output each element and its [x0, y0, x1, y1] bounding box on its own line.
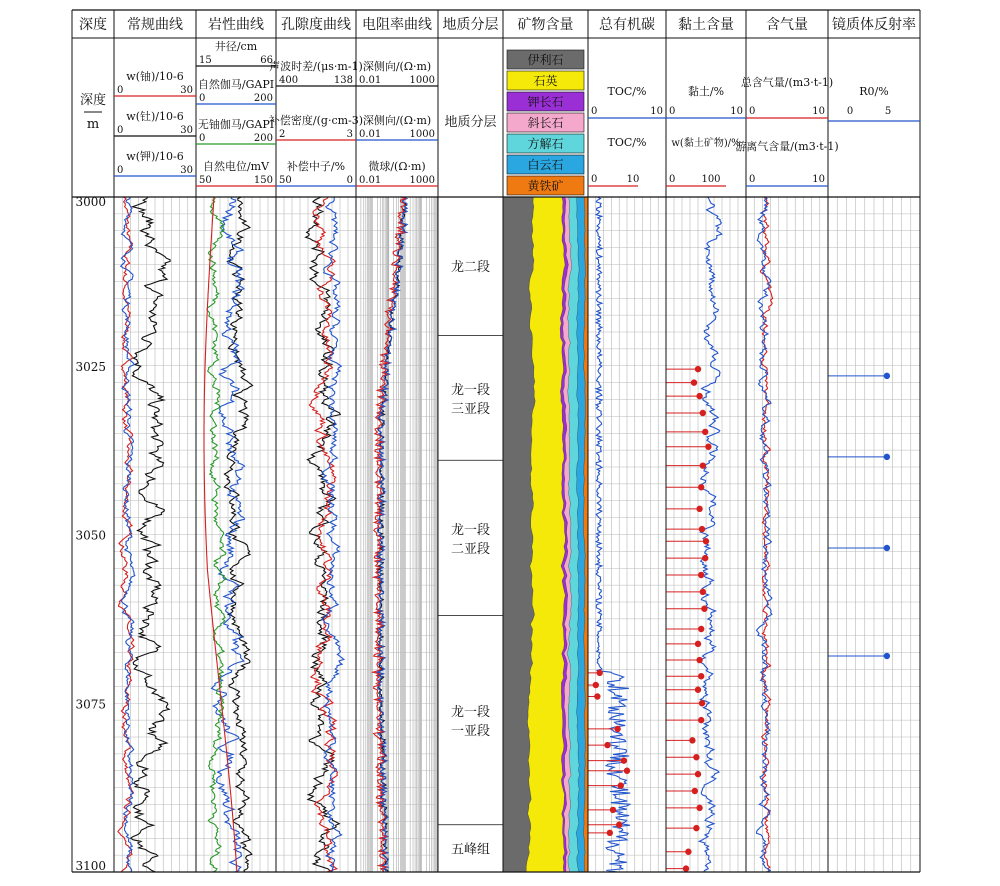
clay-core-point [702, 429, 708, 435]
mineral-legend-label: 石英 [533, 74, 558, 88]
column-header: 孔隙度曲线 [281, 17, 351, 33]
toc-header-max: 10 [650, 106, 663, 117]
curve-header-max: 200 [253, 93, 273, 104]
clay-header-min: 0 [669, 106, 676, 117]
toc-header-min: 0 [591, 106, 598, 117]
curve-header-min: 0.01 [359, 175, 382, 186]
clay-core-point [700, 462, 706, 468]
curve-header-name: 深侧向/(Ω·m) [362, 114, 432, 127]
strata-label: 五峰组 [450, 842, 491, 858]
clay-core-point [699, 526, 705, 532]
curve-header-name: w(钍)/10-6 [126, 110, 184, 123]
clay-core-point [693, 754, 699, 760]
curve-header-min: 400 [279, 75, 299, 86]
gas-header2-max: 10 [812, 174, 825, 185]
column-header: 地质分层 [442, 17, 499, 33]
curve-header-max: 30 [180, 125, 193, 136]
ro-header-name: R0/% [859, 85, 889, 98]
clay-core-point [700, 410, 706, 416]
mineral-legend-label: 斜长石 [527, 116, 564, 130]
curve-header-name: w(钾)/10-6 [126, 150, 184, 163]
curve-header-max: 1000 [409, 175, 435, 186]
column-header: 黏土含量 [678, 17, 734, 33]
curve-header-max: 200 [253, 133, 273, 144]
depth-tick-label: 3075 [75, 697, 106, 712]
toc-core-point [610, 807, 616, 813]
curve-header-name: 井径/cm [214, 40, 258, 53]
column-header: 含气量 [766, 17, 808, 33]
ro-point [884, 545, 890, 551]
strata-label: 一亚段 [450, 724, 491, 740]
clay-core-point [695, 771, 701, 777]
ro-point [884, 373, 890, 379]
toc-core-point [604, 742, 610, 748]
curve-header-min: 50 [199, 175, 212, 186]
curve-header-min: 0 [199, 93, 206, 104]
depth-tick-label: 3050 [75, 528, 106, 543]
column-header: 镜质体反射率 [832, 17, 916, 33]
curve-header-max: 1000 [409, 75, 435, 86]
curve-header-max: 138 [333, 75, 353, 86]
depth-tick-label: 3000 [75, 195, 106, 209]
column-header: 岩性曲线 [208, 17, 264, 33]
curve-header-name: 微球/(Ω·m) [368, 160, 426, 173]
curve-header-name: 自然伽马/GAPI [197, 78, 275, 91]
clay-core-point [698, 673, 704, 679]
clay-core-header-name: w(黏土矿物)/% [671, 138, 741, 149]
strata-label: 三亚段 [450, 401, 491, 417]
clay-core-point [698, 626, 704, 632]
curve-header-name: 自然电位/mV [202, 160, 270, 173]
gas-header2-min: 0 [749, 174, 756, 185]
curve-header-name: 无铀伽马/GAPI [197, 118, 275, 131]
clay-header-name: 黏土/% [687, 85, 725, 98]
toc-core-header-min: 0 [591, 174, 598, 185]
curve-header-max: 30 [180, 165, 193, 176]
curve-header-min: 0 [199, 133, 206, 144]
clay-core-point [698, 717, 704, 723]
toc-core-point [593, 682, 599, 688]
clay-core-point [692, 788, 698, 794]
clay-core-point [685, 849, 691, 855]
mineral-legend-label: 钾长石 [527, 95, 564, 109]
mineral-legend-label: 白云石 [527, 158, 564, 172]
curve-header-min: 0.01 [359, 75, 382, 86]
clay-core-point [698, 484, 704, 490]
curve-header-min: 2 [279, 129, 286, 140]
curve-header-name: 声波时差/(μs·m-1) [269, 60, 363, 73]
toc-core-point [594, 693, 600, 699]
clay-core-point [702, 555, 708, 561]
clay-core-point [683, 865, 689, 871]
clay-core-point [698, 572, 704, 578]
clay-core-point [700, 589, 706, 595]
clay-core-point [696, 657, 702, 663]
strata-label: 龙一段 [450, 522, 491, 538]
strata-label: 龙一段 [450, 705, 491, 721]
gas-header-name: 总含气量/(m3·t-1) [740, 76, 834, 89]
curve-header-name: 补偿密度/(g·cm-3) [268, 114, 364, 127]
depth-axis-unit: m [86, 117, 100, 132]
curve-header-max: 66 [260, 55, 273, 66]
clay-core-point [695, 366, 701, 372]
column-header: 常规曲线 [127, 17, 183, 33]
gas-header2-name: 游离气含量/(m3·t-1) [735, 140, 839, 153]
depth-tick-label: 3100 [75, 859, 106, 873]
depth-tick-label: 3025 [75, 359, 106, 374]
curve-header-name: 深侧向/(Ω·m) [362, 60, 432, 73]
toc-core-header-max: 10 [626, 174, 640, 185]
ro-header-min: 0 [846, 106, 854, 117]
clay-header-max: 10 [730, 106, 743, 117]
curve-header-max: 150 [253, 175, 273, 186]
curve-header-name: 补偿中子/% [286, 160, 346, 173]
gas-header-max: 10 [812, 106, 825, 117]
clay-core-point [691, 379, 697, 385]
strata-label: 龙二段 [450, 260, 491, 276]
mineral-legend-label: 伊利石 [527, 53, 564, 67]
curve-header-max: 3 [346, 129, 353, 140]
ro-point [884, 653, 890, 659]
strata-header-sub: 地质分层 [444, 115, 497, 130]
ro-point [884, 454, 890, 460]
toc-core-header-name: TOC/% [607, 136, 647, 149]
strata-label: 龙一段 [450, 382, 491, 398]
clay-core-point [701, 606, 707, 612]
toc-core-point [624, 768, 630, 774]
column-header: 总有机碳 [599, 17, 655, 33]
toc-core-point [597, 670, 603, 676]
toc-core-point [621, 757, 627, 763]
mineral-legend-label: 黄铁矿 [527, 179, 564, 193]
clay-core-point [699, 700, 705, 706]
curve-header-max: 0 [346, 175, 353, 186]
curve-header-max: 30 [180, 85, 193, 96]
clay-core-point [696, 393, 702, 399]
mineral-legend-label: 方解石 [527, 137, 564, 151]
column-header: 矿物含量 [517, 17, 574, 33]
curve-header-name: w(铀)/10-6 [126, 70, 184, 83]
toc-core-point [607, 830, 613, 836]
curve-header-max: 1000 [409, 129, 435, 140]
clay-core-point [696, 805, 702, 811]
clay-core-point [693, 825, 699, 831]
curve-header-min: 15 [199, 55, 212, 66]
curve-header-min: 0 [117, 125, 124, 136]
clay-core-point [695, 687, 701, 693]
toc-core-point [616, 822, 622, 828]
column-header: 电阻率曲线 [362, 17, 432, 33]
clay-core-point [703, 538, 709, 544]
toc-core-point [614, 726, 620, 732]
curve-header-min: 0.01 [359, 129, 382, 140]
clay-core-header-max: 100 [701, 174, 721, 185]
clay-core-point [705, 444, 711, 450]
depth-axis-label: 深度 [79, 93, 107, 108]
toc-core-point [618, 782, 624, 788]
gas-header-min: 0 [749, 106, 756, 117]
ro-header-max: 5 [884, 106, 892, 117]
clay-core-header-min: 0 [669, 174, 676, 185]
clay-core-point [695, 641, 701, 647]
strata-label: 二亚段 [450, 541, 491, 557]
column-header: 深度 [79, 17, 107, 33]
clay-core-point [696, 506, 702, 512]
curve-header-min: 0 [117, 85, 124, 96]
curve-header-min: 50 [279, 175, 292, 186]
curve-header-min: 0 [117, 165, 124, 176]
toc-header-name: TOC/% [607, 85, 647, 98]
clay-core-point [689, 737, 695, 743]
